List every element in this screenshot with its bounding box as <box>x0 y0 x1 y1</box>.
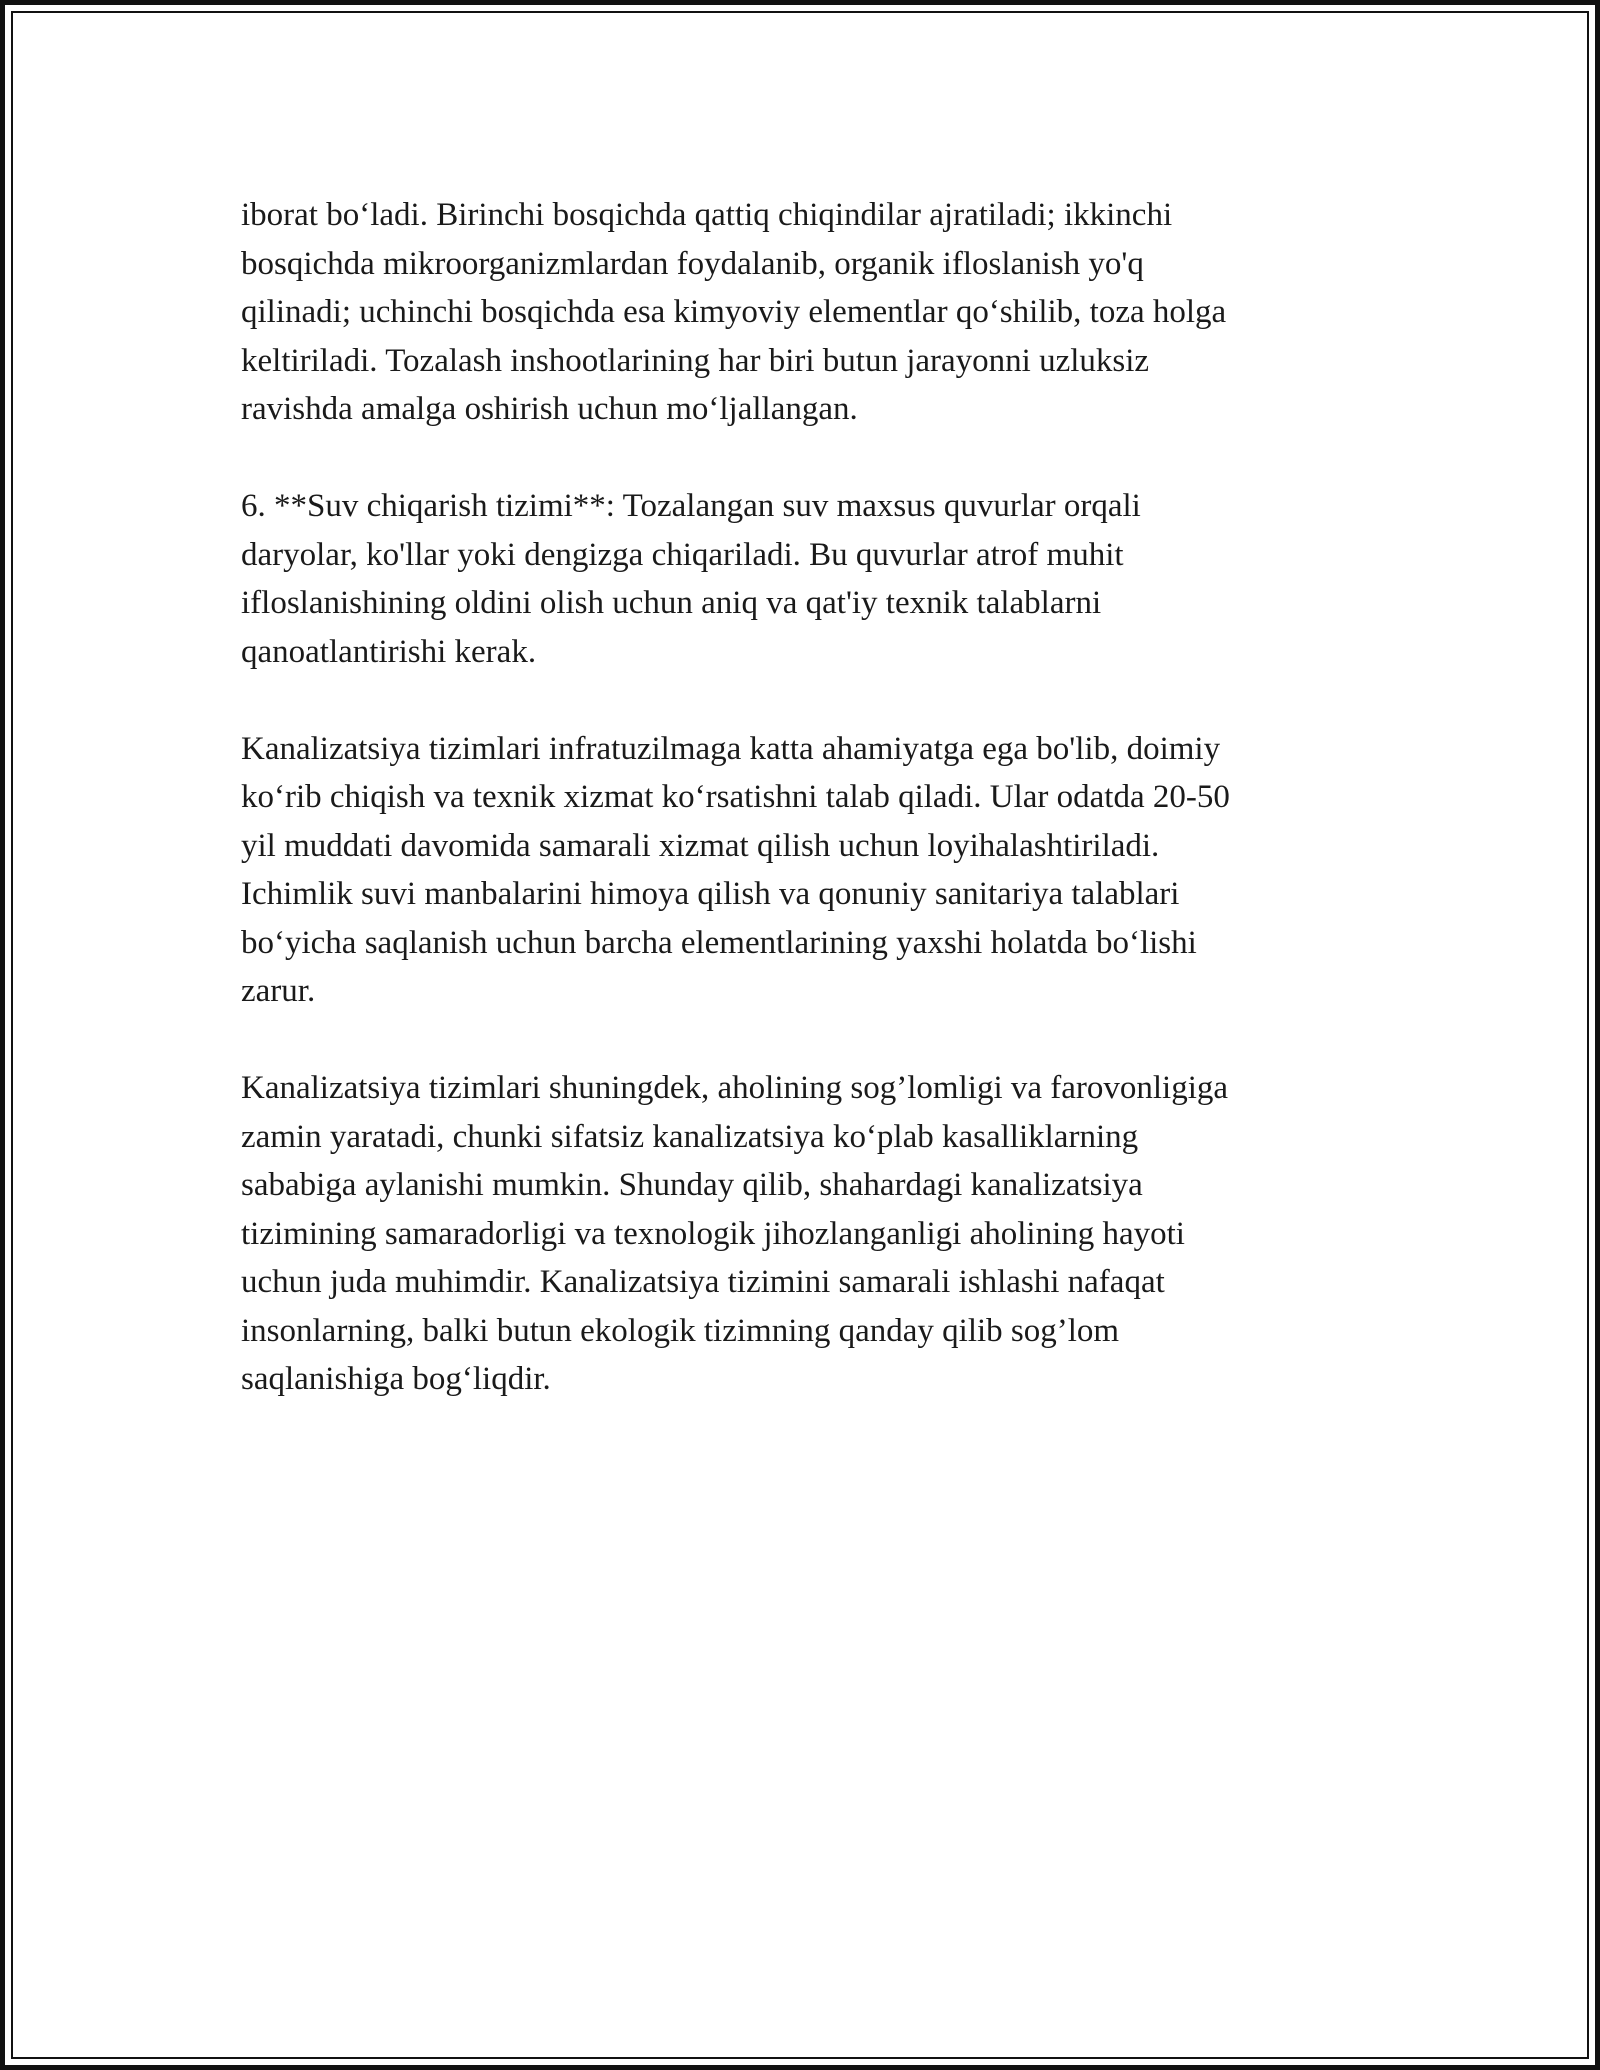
paragraph-public-health: Kanalizatsiya tizimlari shuningdek, aholining sog’lomligi va farovonligiga zamin yaratadi, chunki sifatsiz kanalizatsiya ko‘plab kasalliklarning sababiga aylanishi mumkin. Shunday qilib, shahardagi kanalizatsiya tizimining samaradorligi va texnologik jihozlanganligi aholining hayoti uchun juda muhimdir. Kanalizatsiya tizimini samarali ishlashi nafaqat insonlarning, balki butun ekologik tizimning qanday qilib sog’lom saqlanishiga bog‘liqdir. <box>241 1070 1229 1397</box>
document-body <box>241 191 1381 1452</box>
paragraph-maintenance: Kanalizatsiya tizimlari infratuzilmaga katta ahamiyatga ega bo'lib, doimiy ko‘rib chiqish va texnik xizmat ko‘rsatishni talab qiladi. Ular odatda 20-50 yil muddati davomida samarali xizmat qilish uchun loyihalashtiriladi. Ichimlik suvi manbalarini himoya qilish va qonuniy sanitariya talablari bo‘yicha saqlanish uchun barcha elementlarining yaxshi holatda bo‘lishi zarur. <box>241 730 1230 1009</box>
paragraph-water-discharge-system: 6. **Suv chiqarish tizimi**: Tozalangan suv maxsus quvurlar orqali daryolar, ko'llar yoki dengizga chiqariladi. Bu quvurlar atrof muhit ifloslanishining oldini olish uchun aniq va qat'iy texnik talablarni qanoatlantirishi kerak. <box>241 488 1141 670</box>
paragraph-treatment-stages: iborat bo‘ladi. Birinchi bosqichda qattiq chiqindilar ajratiladi; ikkinchi bosqichda mikroorganizmlardan foydalanib, organik ifloslanish yo'q qilinadi; uchinchi bosqichda esa kimyoviy elementlar qo‘shilib, toza holga keltiriladi. Tozalash inshootlarining har biri butun jarayonni uzluksiz ravishda amalga oshirish uchun mo‘ljallangan. <box>241 197 1227 427</box>
